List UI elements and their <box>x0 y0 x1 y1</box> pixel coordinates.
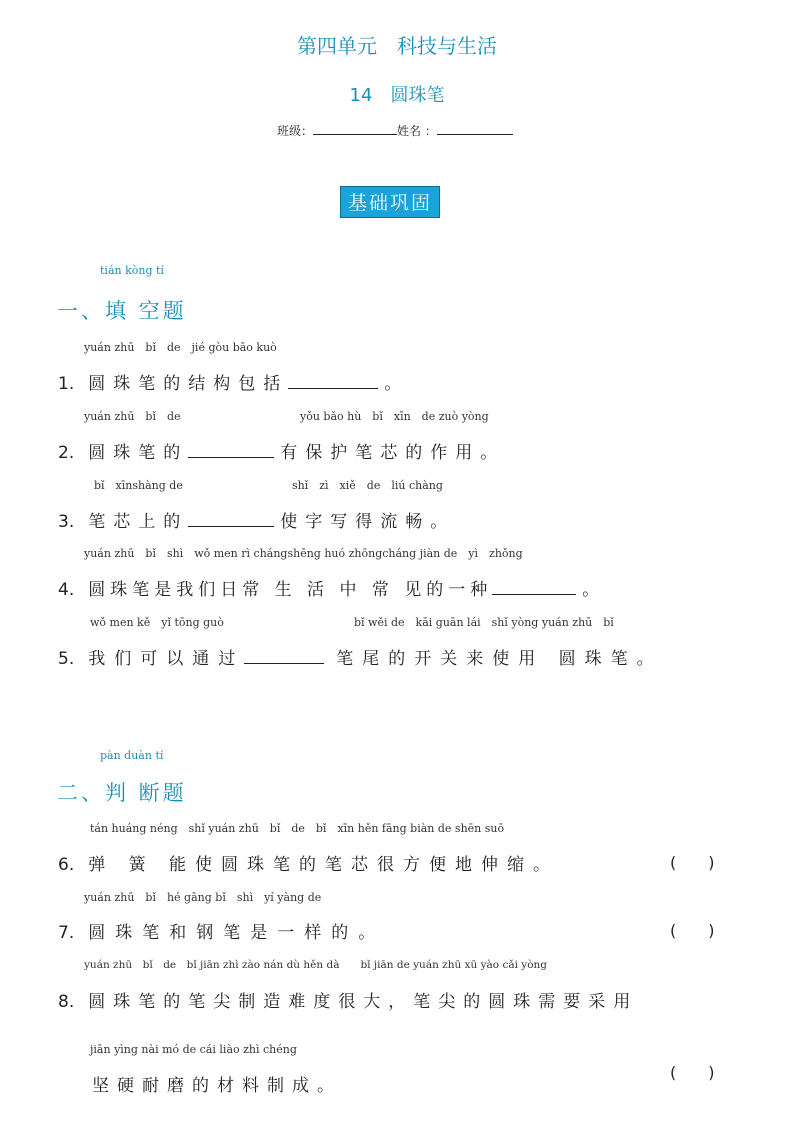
q7-answer-paren[interactable]: ( ) <box>670 921 715 940</box>
q3-number: 3. <box>58 512 75 532</box>
q2 <box>58 438 505 463</box>
unit-title: 第四单元 科技与生活 <box>297 34 497 58</box>
q5-pinyin-a: wǒ men kě yǐ tōng guò <box>90 616 224 629</box>
q8 <box>58 987 638 1012</box>
section1-pinyin: tián kòng tí <box>100 264 164 277</box>
q8-text: 圆珠笔的笔尖制造难度很大，笔尖的圆珠需要采用 <box>88 992 639 1012</box>
q7 <box>58 918 385 943</box>
q5-text: 我们可以通过 <box>88 649 245 669</box>
class-label: 班级： <box>277 124 314 138</box>
q6-number: 6. <box>58 855 75 875</box>
section1-title: 一、填 空题 <box>57 299 187 323</box>
section2-pinyin: pàn duàn tí <box>100 749 164 762</box>
q3-pinyin-a: bǐ xīnshàng de <box>94 479 183 492</box>
q2-pinyin-b: yǒu bǎo hù bǐ xīn de zuò yòng <box>300 410 489 423</box>
q4-number: 4. <box>58 580 75 600</box>
q8-pinyin-line2: jiān yìng nài mó de cái liào zhì chéng <box>90 1043 297 1056</box>
q8-number: 8. <box>58 992 75 1012</box>
q8-answer-paren[interactable]: ( ) <box>670 1063 715 1082</box>
class-blank[interactable] <box>313 122 397 135</box>
q7-text: 圆珠笔和钢笔是一样的。 <box>88 923 386 943</box>
q3-blank[interactable] <box>188 510 274 527</box>
q7-pinyin: yuán zhū bǐ hé gāng bǐ shì yí yàng de <box>84 891 322 904</box>
q5-text-end: 笔尾的开关来使用 圆珠笔。 <box>336 649 663 669</box>
basic-consolidation-banner: 基础巩固 <box>340 186 440 218</box>
q4 <box>58 575 604 600</box>
q2-number: 2. <box>58 443 75 463</box>
q3 <box>58 507 455 532</box>
q1 <box>58 369 409 394</box>
q8-pinyin: yuán zhū bǐ de bǐ jiān zhì zào nán dù hěn dà bǐ jiān de yuán zhū xū yào cǎi yòng <box>84 959 548 971</box>
class-name-line <box>277 122 513 139</box>
q1-text-end: 。 <box>384 374 410 394</box>
q4-blank[interactable] <box>492 578 576 595</box>
q4-text-end: 。 <box>582 580 605 600</box>
section2-title: 二、判 断题 <box>57 781 187 805</box>
q2-text-end: 有保护笔芯的作用。 <box>280 443 506 463</box>
q2-text: 圆珠笔的 <box>88 443 189 463</box>
q5-blank[interactable] <box>244 647 324 664</box>
lesson-title: 14 圆珠笔 <box>349 85 445 106</box>
q1-number: 1. <box>58 374 75 394</box>
q3-pinyin-b: shǐ zì xiě de liú chàng <box>292 479 443 492</box>
q4-pinyin: yuán zhū bǐ shì wǒ men rì chángshēng huó zhōngcháng jiàn de yì zhǒng <box>84 547 523 560</box>
name-blank[interactable] <box>437 122 513 135</box>
q6-answer-paren[interactable]: ( ) <box>670 853 715 872</box>
q1-blank[interactable] <box>288 372 378 389</box>
q5-number: 5. <box>58 649 75 669</box>
q1-text: 圆珠笔的结构包括 <box>88 374 289 394</box>
q6 <box>58 850 559 875</box>
q1-pinyin: yuán zhū bǐ de jié gòu bāo kuò <box>84 341 277 354</box>
q6-pinyin: tán huáng néng shǐ yuán zhū bǐ de bǐ xīn hěn fāng biàn de shēn suō <box>90 822 505 835</box>
q3-text-end: 使字写得流畅。 <box>280 512 456 532</box>
q8-text-line2: 坚硬耐磨的材料制成。 <box>92 1076 342 1096</box>
q5 <box>58 644 663 669</box>
q2-blank[interactable] <box>188 441 274 458</box>
q2-pinyin-a: yuán zhū bǐ de <box>84 410 181 423</box>
q7-number: 7. <box>58 923 75 943</box>
name-label: 姓名 ： <box>397 124 437 138</box>
q4-text: 圆珠笔是我们日常 生 活 中 常 见的一种 <box>88 580 493 600</box>
q6-text: 弹 簧 能使圆珠笔的笔芯很方便地伸缩。 <box>88 855 560 875</box>
q3-text: 笔芯上的 <box>88 512 189 532</box>
q5-pinyin-b: bǐ wěi de kāi guān lái shǐ yòng yuán zhū bǐ <box>354 616 614 629</box>
